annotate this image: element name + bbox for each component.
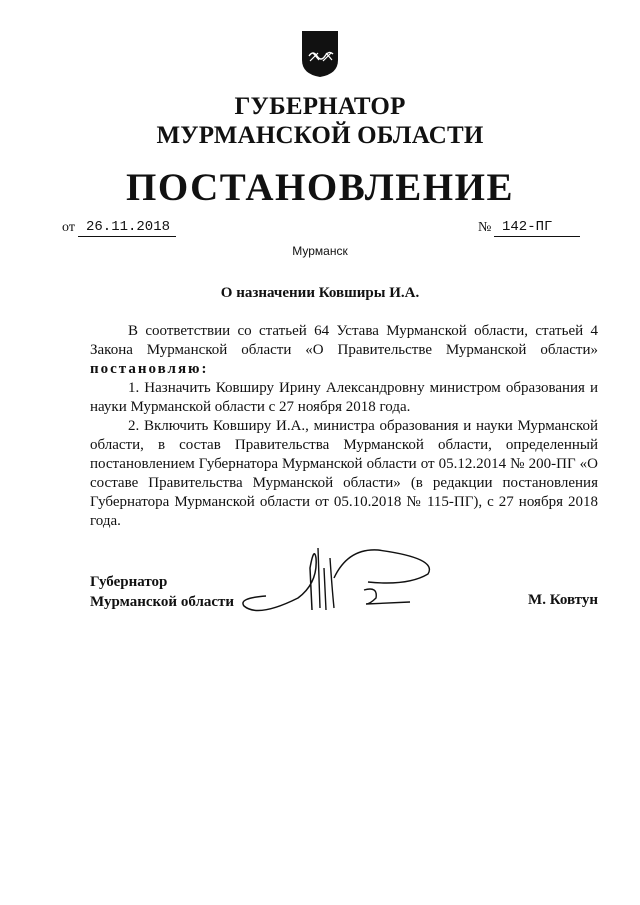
clause-1: 1. Назначить Ковширу Ирину Александровну министром образования и науки Мурманской области с 27 ноября 2018 года. (90, 380, 598, 415)
number-prefix: № (478, 220, 492, 235)
coat-of-arms-icon (301, 30, 339, 78)
preamble-paragraph (90, 322, 598, 379)
preamble-text: В соответствии со статьей 64 Устава Мурманской области, статьей 4 Закона Мурманской области «О Правительстве Мурманской области» (90, 323, 598, 358)
date-prefix: от (62, 220, 75, 235)
signatory-name: М. Ковтун (528, 592, 598, 608)
handwritten-signature (238, 538, 438, 618)
document-number: 142-ПГ (494, 218, 580, 237)
authority-title-line2: МУРМАНСКОЙ ОБЛАСТИ (156, 122, 484, 149)
document-type-title: ПОСТАНОВЛЕНИЕ (125, 166, 514, 209)
signatory-role-line1: Губернатор (90, 574, 168, 590)
city-name: Мурманск (292, 244, 348, 258)
clause-2: 2. Включить Ковширу И.А., министра образования и науки Мурманской области, в состав Правительства Мурманской области, определенный постановлением Губернатора Мурманской области от 05.12.2014 № 200-ПГ «О составе Правительства Мурманской области» (в редакции постановления Губернатора Мурманской области от 05.10.2018 № 115-ПГ), с 27 ноября 2018 года. (90, 418, 598, 529)
document-body (90, 322, 598, 531)
signatory-role (90, 572, 234, 612)
document-date: 26.11.2018 (78, 218, 176, 237)
authority-title-line1: ГУБЕРНАТОР (234, 93, 406, 120)
document-subject: О назначении Ковширы И.А. (220, 285, 420, 301)
signatory-role-line2: Мурманской области (90, 594, 235, 610)
decree-word: постановляю: (90, 361, 209, 377)
